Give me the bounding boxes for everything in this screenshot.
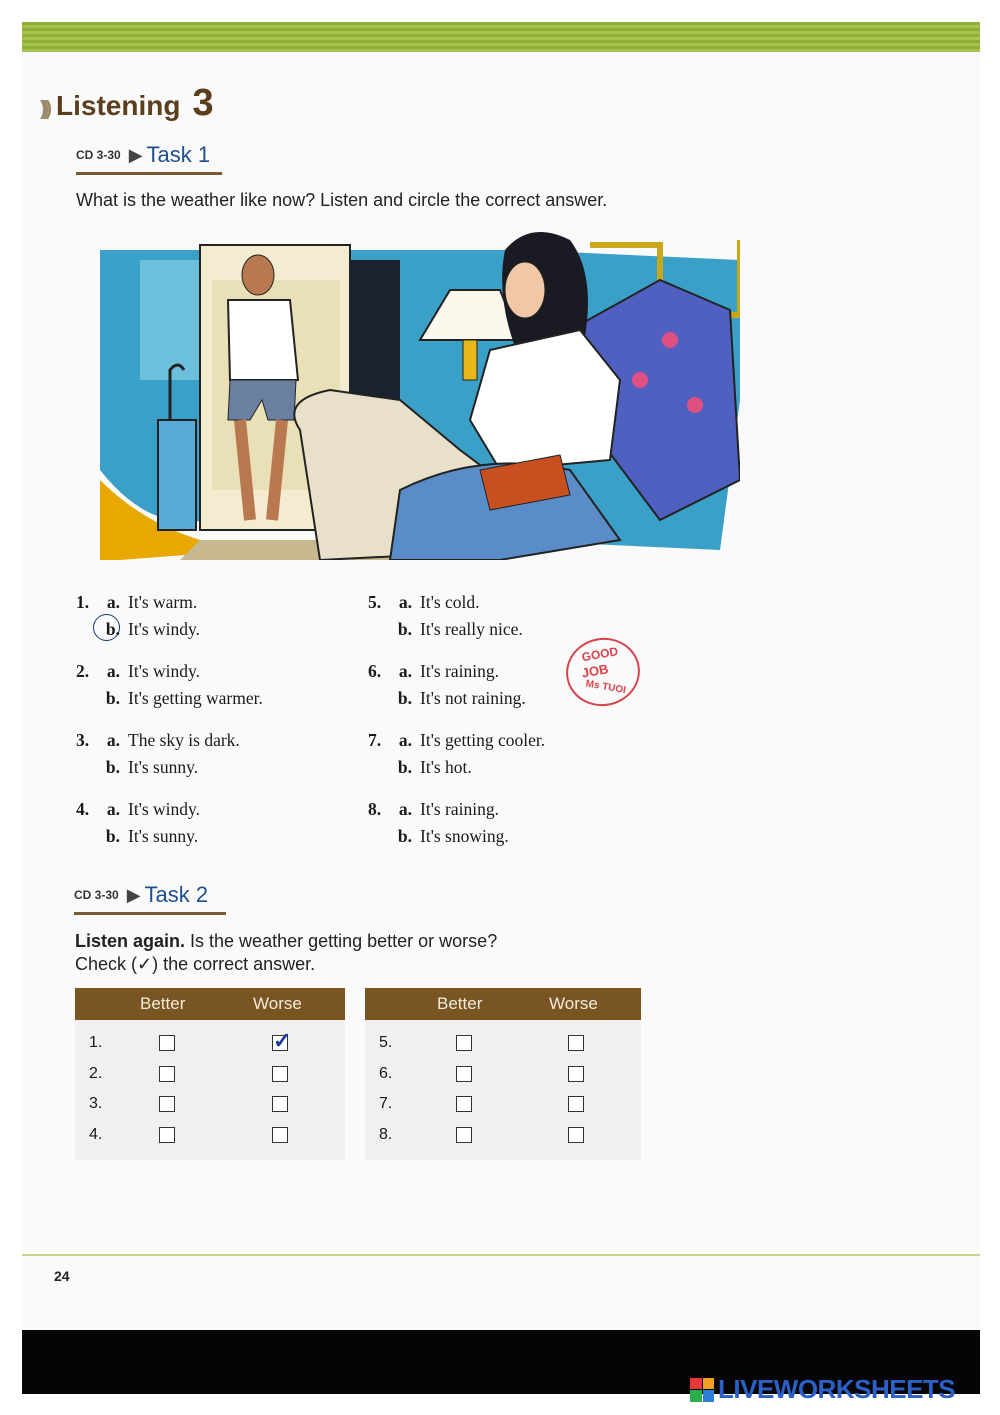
- cd-track-label: CD 3-30: [76, 148, 121, 162]
- cushion-flower: [662, 332, 678, 348]
- woman-face: [505, 262, 545, 318]
- question-item: 6. a. It's raining. b. It's not raining.: [368, 661, 526, 708]
- task1-underline: [76, 172, 222, 175]
- cushion-flower: [632, 372, 648, 388]
- worse-checkbox[interactable]: [272, 1028, 292, 1053]
- header-band: [22, 22, 980, 52]
- answer-option[interactable]: It's windy.: [128, 619, 201, 639]
- answer-option[interactable]: It's windy.: [128, 661, 201, 681]
- answer-option[interactable]: It's sunny.: [128, 757, 199, 777]
- question-item: 1. a. It's warm. b. It's windy.: [76, 592, 201, 639]
- page-number: 24: [54, 1268, 70, 1284]
- better-checkbox[interactable]: [456, 1127, 472, 1143]
- question-item: 2. a. It's windy. b. It's getting warmer.: [76, 661, 263, 708]
- table-row: 1. ✓: [89, 1028, 292, 1053]
- task1-instruction: What is the weather like now? Listen and circle the correct answer.: [76, 190, 608, 210]
- answer-option[interactable]: It's raining.: [420, 661, 499, 681]
- table-row: 6.: [365, 1059, 641, 1090]
- play-arrow-icon: ▶: [128, 144, 143, 165]
- questions-left-column: [76, 592, 356, 868]
- better-checkbox[interactable]: [456, 1035, 472, 1051]
- answer-option[interactable]: It's not raining.: [420, 688, 526, 708]
- living-room-illustration: [100, 220, 740, 560]
- umbrella-stand: [158, 420, 196, 530]
- worksheet-page: [22, 22, 980, 1394]
- answer-option[interactable]: It's snowing.: [420, 826, 509, 846]
- answer-option[interactable]: The sky is dark.: [128, 730, 240, 750]
- lamp-base: [463, 340, 477, 380]
- check-mark-icon: ✓: [273, 1028, 292, 1053]
- woman-blouse: [470, 330, 620, 470]
- task2-underline: [74, 912, 226, 915]
- better-checkbox[interactable]: [159, 1096, 175, 1112]
- table-row: 3.: [75, 1089, 345, 1120]
- worse-checkbox[interactable]: [568, 1127, 584, 1143]
- sound-waves-icon: ))): [40, 98, 48, 120]
- better-checkbox[interactable]: [159, 1127, 175, 1143]
- better-checkbox[interactable]: [159, 1035, 175, 1051]
- answer-table-right: [365, 988, 641, 1160]
- col-worse: Worse: [253, 994, 302, 1013]
- play-arrow-icon: ▶: [126, 884, 141, 905]
- answer-option[interactable]: It's cold.: [420, 592, 480, 612]
- answer-option[interactable]: It's getting warmer.: [128, 688, 263, 708]
- worse-checkbox[interactable]: [568, 1035, 584, 1051]
- answer-option[interactable]: It's warm.: [128, 592, 198, 612]
- answer-option[interactable]: It's raining.: [420, 799, 499, 819]
- question-item: 4. a. It's windy. b. It's sunny.: [76, 799, 201, 846]
- task2-instruction: Listen again. Is the weather getting better or worse? Check (✓) the correct answer.: [75, 931, 498, 974]
- answer-option[interactable]: It's windy.: [128, 799, 201, 819]
- worse-checkbox[interactable]: [272, 1096, 288, 1112]
- better-checkbox[interactable]: [456, 1066, 472, 1082]
- question-item: 8. a. It's raining. b. It's snowing.: [368, 799, 509, 846]
- col-worse: Worse: [549, 994, 598, 1013]
- better-checkbox[interactable]: [159, 1066, 175, 1082]
- table-header: [365, 988, 641, 1020]
- section-word: Listening: [55, 90, 181, 121]
- brand-name: LIVEWORKSHEETS: [718, 1374, 956, 1404]
- answer-option[interactable]: It's really nice.: [420, 619, 523, 639]
- table-row: 5.: [365, 1028, 641, 1059]
- answer-option[interactable]: It's sunny.: [128, 826, 199, 846]
- cd-track-label: CD 3-30: [74, 888, 119, 902]
- task2-heading: [74, 882, 208, 908]
- task1-heading: [76, 142, 210, 168]
- task2-title: Task 2: [144, 882, 209, 907]
- liveworksheets-logo-icon: [690, 1378, 714, 1402]
- worse-checkbox[interactable]: [272, 1066, 288, 1082]
- answer-option[interactable]: It's hot.: [420, 757, 472, 777]
- footer-rule: [22, 1254, 980, 1256]
- worse-checkbox[interactable]: [272, 1127, 288, 1143]
- answer-option[interactable]: It's getting cooler.: [420, 730, 546, 750]
- brand-watermark: [690, 1374, 955, 1405]
- col-better: Better: [140, 994, 186, 1013]
- questions-right-column: [368, 592, 588, 868]
- better-checkbox[interactable]: [456, 1096, 472, 1112]
- answer-table-left: [75, 988, 345, 1160]
- cushion-flower: [687, 397, 703, 413]
- question-item: 5. a. It's cold. b. It's really nice.: [368, 592, 523, 639]
- table-row: 7.: [365, 1089, 641, 1120]
- man-shirt: [228, 300, 298, 380]
- table-header: [75, 988, 345, 1020]
- col-better: Better: [437, 994, 483, 1013]
- man-head: [242, 255, 274, 295]
- worse-checkbox[interactable]: [568, 1066, 584, 1082]
- section-number: 3: [192, 82, 214, 124]
- table-row: 8.: [365, 1120, 641, 1151]
- good-job-stamp: GOOD JOB Ms TUOI: [561, 632, 646, 712]
- worse-checkbox[interactable]: [568, 1096, 584, 1112]
- section-title: [40, 82, 214, 125]
- table-row: 2.: [75, 1059, 345, 1090]
- question-item: 7. a. It's getting cooler. b. It's hot.: [368, 730, 546, 777]
- task1-title: Task 1: [146, 142, 211, 167]
- table-row: 4.: [75, 1120, 345, 1151]
- question-item: 3. a. The sky is dark. b. It's sunny.: [76, 730, 240, 777]
